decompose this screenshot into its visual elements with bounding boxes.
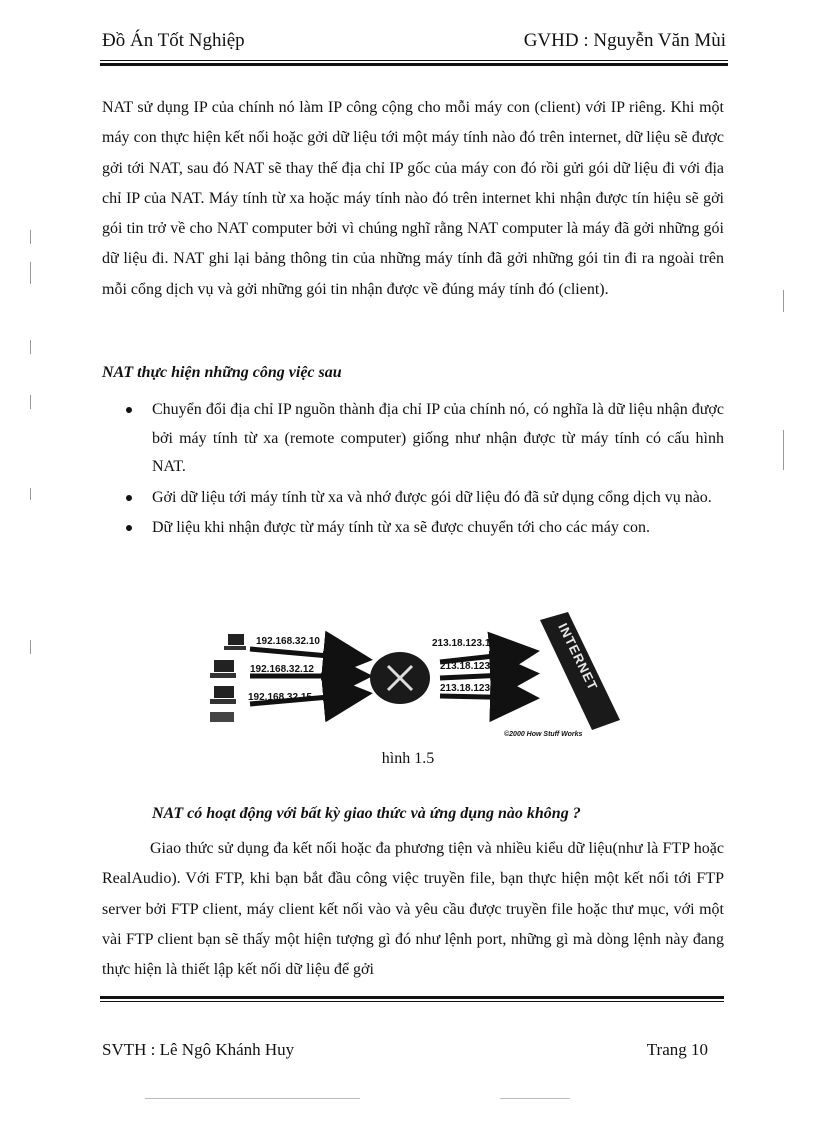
header-rule-thick <box>100 63 728 66</box>
figure-credit: ©2000 How Stuff Works <box>504 731 583 738</box>
body-paragraph-1: NAT sử dụng IP của chính nó làm IP công cộng cho mỗi máy con (client) với IP riêng. Khi một máy con thực hiện kết nối hoặc gởi dữ liệu tới một máy tính nào đó trên internet, dữ liệu sẽ được gởi tới NAT, sau đó NAT sẽ thay thế địa chỉ IP gốc của máy con đó rồi gửi gói dữ liệu đi với địa chỉ IP của NAT. Máy tính từ xa hoặc máy tính nào đó trên internet khi nhận được tín hiệu sẽ gởi gói tin trở về cho NAT computer bởi vì chúng nghĩ rằng NAT computer là máy đã gởi những gói dữ liệu đi. NAT ghi lại bảng thông tin của những máy tính đã gởi những gói tin đi ra ngoài trên mỗi cổng dịch vụ và gởi những gói tin nhận được về đúng máy tính đó (client). <box>102 99 724 298</box>
private-ip-label: 192.168.32.15 <box>248 692 312 703</box>
scan-mark <box>500 1098 570 1099</box>
footer-author: SVTH : Lê Ngô Khánh Huy <box>102 1040 295 1059</box>
bullet-item: Dữ liệu khi nhận được từ máy tính từ xa sẽ được chuyển tới cho các máy con. <box>124 514 724 543</box>
public-ip-label: 213.18.123.112 <box>440 683 509 694</box>
public-ip-label: 213.18.123.111 <box>440 661 509 672</box>
scan-mark <box>145 1098 360 1099</box>
internet-cloud-icon <box>540 612 620 730</box>
scan-mark <box>783 290 784 312</box>
page-header <box>102 30 726 54</box>
section-heading-nat-protocols: NAT có hoạt động với bất kỳ giao thức và ứng dụng nào không ? <box>152 805 581 822</box>
computer-icon <box>210 660 236 678</box>
scan-mark <box>30 395 31 409</box>
nat-diagram <box>200 612 620 747</box>
bullet-icon <box>126 525 132 531</box>
scan-mark <box>30 262 31 284</box>
header-title: Đồ Án Tốt Nghiệp <box>102 30 245 51</box>
scan-mark <box>30 640 31 654</box>
scan-mark <box>783 430 784 470</box>
private-ip-label: 192.168.32.12 <box>250 664 314 675</box>
bullet-icon <box>126 407 132 413</box>
scan-mark <box>30 340 31 354</box>
internet-label: INTERNET <box>555 620 601 693</box>
body-paragraph-2: Giao thức sử dụng đa kết nối hoặc đa phương tiện và nhiều kiểu dữ liệu(như là FTP hoặc RealAudio). Với FTP, khi bạn bắt đầu công việc truyền file, bạn thực hiện một kết nối tới FTP server bởi FTP client, máy client kết nối vào và yêu cầu được truyền file hoặc thư mục, với một vài FTP client bạn sẽ thấy một hiện tượng gì đó như lệnh port, những gì mà dòng lệnh này đang thực hiện là thiết lập kết nối dữ liệu để gởi <box>102 840 724 979</box>
scan-mark <box>30 230 31 244</box>
bullet-item: Gởi dữ liệu tới máy tính từ xa và nhớ được gói dữ liệu đó đã sử dụng cổng dịch vụ nào. <box>124 484 724 513</box>
computer-icon <box>210 686 236 722</box>
header-rule-thin <box>100 60 728 61</box>
scan-mark <box>30 488 31 500</box>
bullet-list <box>124 396 724 545</box>
public-ip-label: 213.18.123.110 <box>432 638 501 649</box>
footer-rule-thin <box>100 1001 724 1002</box>
section-heading-nat-tasks: NAT thực hiện những công việc sau <box>102 364 342 381</box>
bullet-item: Chuyển đổi địa chỉ IP nguồn thành địa chỉ IP của chính nó, có nghĩa là dữ liệu nhận được bởi máy tính từ xa (remote computer) giống như nhận được từ máy tính có cấu hình NAT. <box>124 396 724 482</box>
header-supervisor: GVHD : Nguyễn Văn Mùi <box>523 30 726 51</box>
computer-icon <box>224 634 246 650</box>
figure-caption: hình 1.5 <box>381 750 435 767</box>
page-number: Trang 10 <box>646 1040 708 1059</box>
router-icon <box>370 652 430 704</box>
bullet-icon <box>126 495 132 501</box>
footer-rule-thick <box>100 996 724 999</box>
private-ip-label: 192.168.32.10 <box>256 636 320 647</box>
